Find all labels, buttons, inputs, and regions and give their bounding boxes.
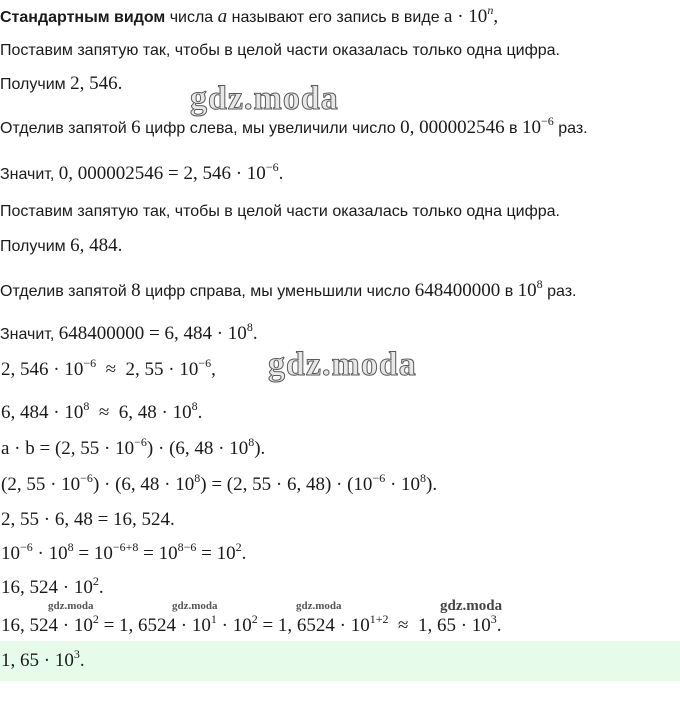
- watermark-small-2: gdz.moda: [172, 600, 218, 612]
- answer-highlight: [0, 641, 680, 681]
- final-answer: 1, $65 \cdot 10^3$.: [1, 647, 85, 671]
- rounding-1: 2, $546 \cdot 10^{-6} \approx 2$, $55 \cdot 10^{-6}$,: [1, 356, 216, 380]
- power-product: $10^{-6} \cdot 10^8 = 10^{-6+8} = 10^{8-6} = 10^2$.: [1, 540, 247, 564]
- mantissa-product: 2, 55 · 6, 48 = 16, 524.: [1, 509, 175, 530]
- result-line-1: Получим 2, 546.: [0, 73, 123, 94]
- conclusion-line-1: Значит, 0, 000002546 = 2, $546 \cdot 10^{-6}$.: [0, 160, 284, 184]
- result-line-2: Получим 6, 484.: [0, 235, 123, 256]
- watermark-medium-1: gdz.moda: [440, 598, 503, 614]
- normalization: 16, $524 \cdot 10^2 = 1$, $6524 \cdot 10^1 \cdot 10^2 = 1$, $6524 \cdot 10^{1+2} \approx 1$, $65 \cdot 10^3$.: [1, 612, 502, 636]
- product-setup: a · b = (2, $55 \cdot 10^{-6}) \cdot (6$, $48 \cdot 10^8$).: [1, 435, 266, 459]
- instruction-line-1: Поставим запятую так, чтобы в целой части оказалась только одна цифра.: [0, 42, 560, 59]
- explanation-line-1: Отделив запятой 6 цифр слева, мы увеличили число 0, 000002546 в $10^{-6}$ раз.: [0, 114, 588, 138]
- explanation-line-2: Отделив запятой 8 цифр справа, мы уменьшили число 648400000 в $10^8$ раз.: [0, 277, 577, 301]
- watermark-large-2: gdz.moda: [268, 346, 417, 383]
- watermark-small-1: gdz.moda: [48, 600, 94, 612]
- definition-line: Стандартным видом числа a называют его запись в виде $a \cdot 10^n$,: [0, 3, 499, 27]
- conclusion-line-2: Значит, 648400000 = 6, $484 \cdot 10^8$.: [0, 320, 258, 344]
- instruction-line-2: Поставим запятую так, чтобы в целой части оказалась только одна цифра.: [0, 203, 560, 220]
- product-regroup: (2, $55 \cdot 10^{-6}) \cdot (6$, $48 \cdot 10^8) = (2$, 55 · 6, $48) \cdot (10^{-6} \cdot 10^8)$.: [1, 471, 438, 495]
- watermark-large-1: gdz.moda: [190, 80, 339, 117]
- rounding-2: 6, $484 \cdot 10^8 \approx 6$, $48 \cdot 10^8$.: [1, 399, 203, 423]
- definition-term: Стандартным видом: [0, 9, 166, 26]
- standard-form-formula: $a \cdot 10^n$,: [444, 3, 499, 27]
- watermark-small-3: gdz.moda: [296, 600, 342, 612]
- intermediate-result: 16, $524 \cdot 10^2$.: [1, 574, 104, 598]
